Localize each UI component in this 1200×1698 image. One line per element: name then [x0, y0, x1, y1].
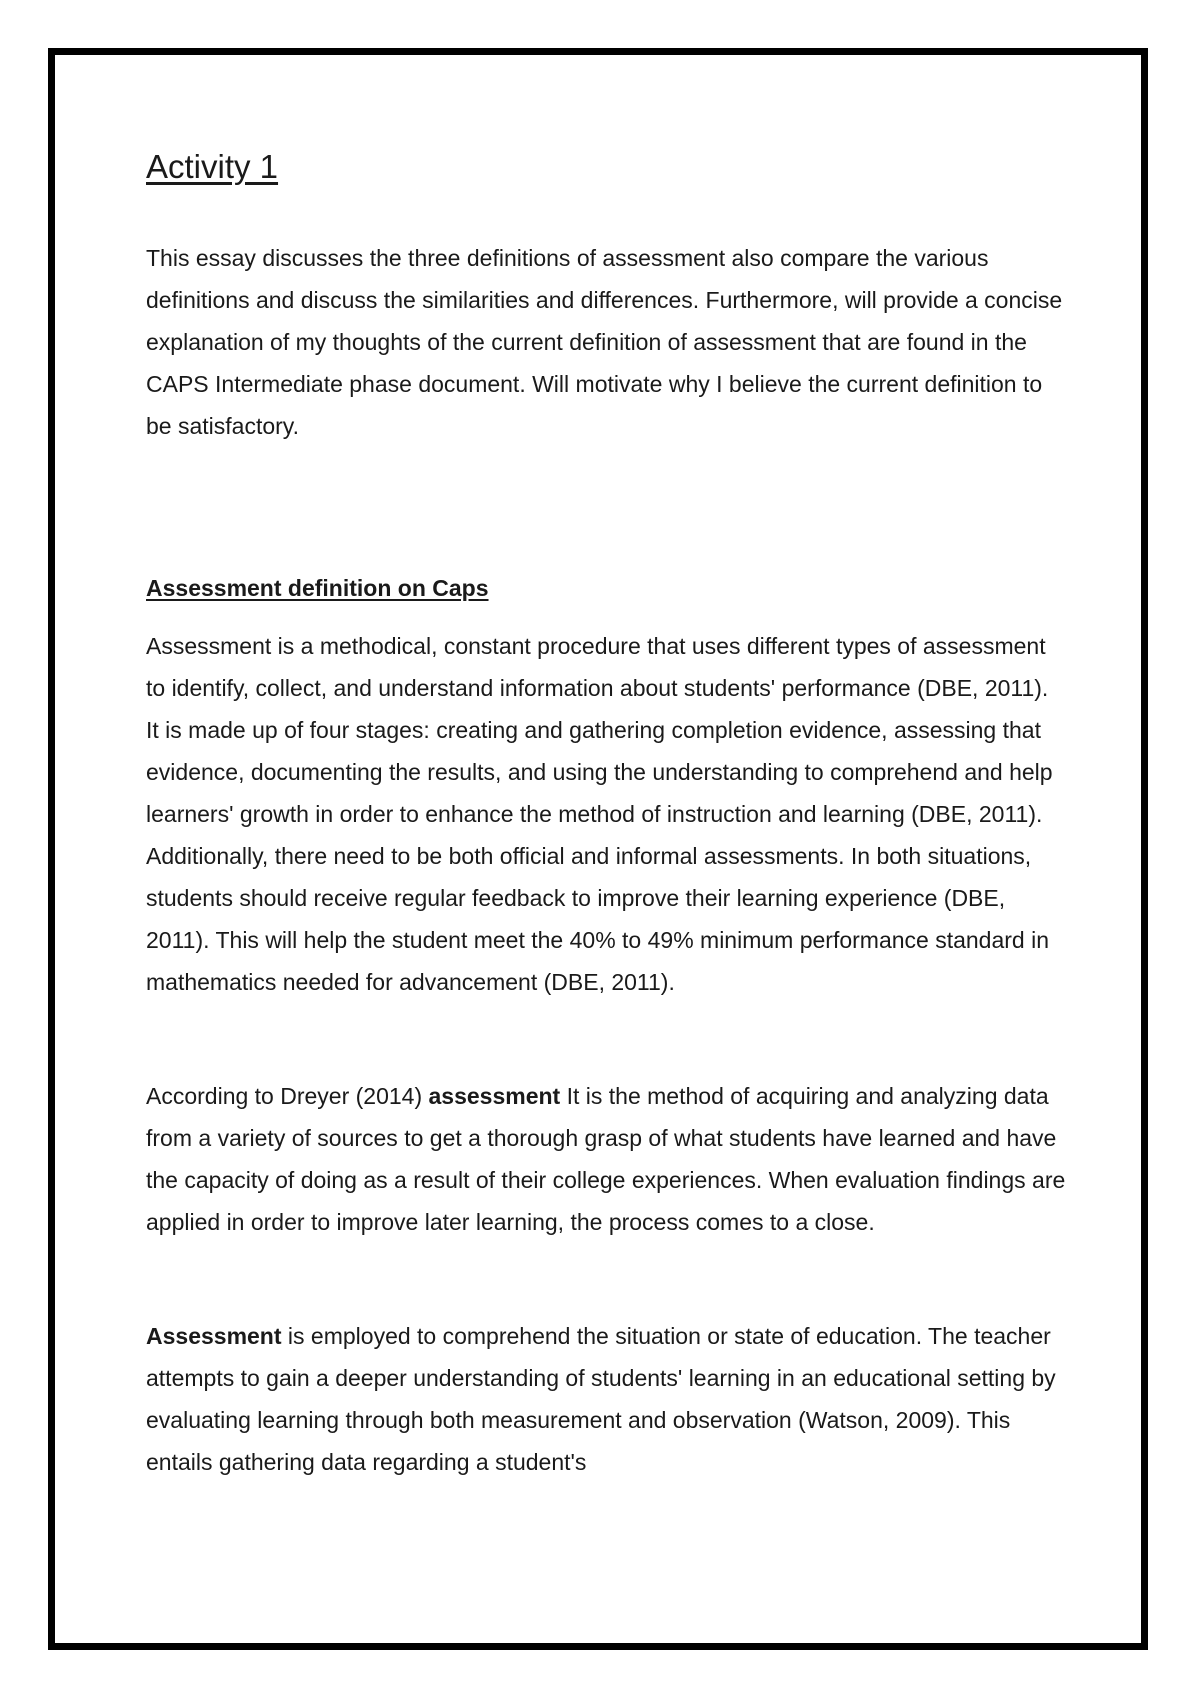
document-title: Activity 1: [146, 148, 279, 185]
watson-rest-text: is employed to comprehend the situation or state of education. The teacher attempts to gain a deeper understanding of students' learning in an educational setting by evaluating learning through both measurement and observation (Watson, 2009). This entails gathering data regarding a student's: [146, 1323, 1056, 1475]
dreyer-definition-paragraph: [146, 1075, 1066, 1243]
watson-definition-paragraph: [146, 1315, 1066, 1483]
watson-bold-term: Assessment: [146, 1323, 282, 1349]
dreyer-rest-text: It is the method of acquiring and analyzing data from a variety of sources to get a thorough grasp of what students have learned and have the capacity of doing as a result of their college experiences. When evaluation findings are applied in order to improve later learning, the process comes to a close.: [146, 1083, 1066, 1235]
section-heading: Assessment definition on Caps: [146, 575, 489, 601]
dreyer-lead-text: According to Dreyer (2014): [146, 1083, 429, 1109]
caps-definition-paragraph: Assessment is a methodical, constant procedure that uses different types of assessment to identify, collect, and understand information about students' performance (DBE, 2011). It is made up of four stages: creating and gathering completion evidence, assessing that evidence, documenting the results, and using the understanding to comprehend and help learners' growth in order to enhance the method of instruction and learning (DBE, 2011). Additionally, there need to be both official and informal assessments. In both situations, students should receive regular feedback to improve their learning experience (DBE, 2011). This will help the student meet the 40% to 49% minimum performance standard in mathematics needed for advancement (DBE, 2011).: [146, 633, 1053, 995]
dreyer-bold-term: assessment: [428, 1083, 561, 1109]
intro-paragraph: This essay discusses the three definitions of assessment also compare the various definitions and discuss the similarities and differences. Furthermore, will provide a concise explanation of my thoughts of the current definition of assessment that are found in the CAPS Intermediate phase document. Will motivate why I believe the current definition to be satisfactory.: [146, 245, 1063, 439]
document-body: [146, 143, 1066, 1483]
